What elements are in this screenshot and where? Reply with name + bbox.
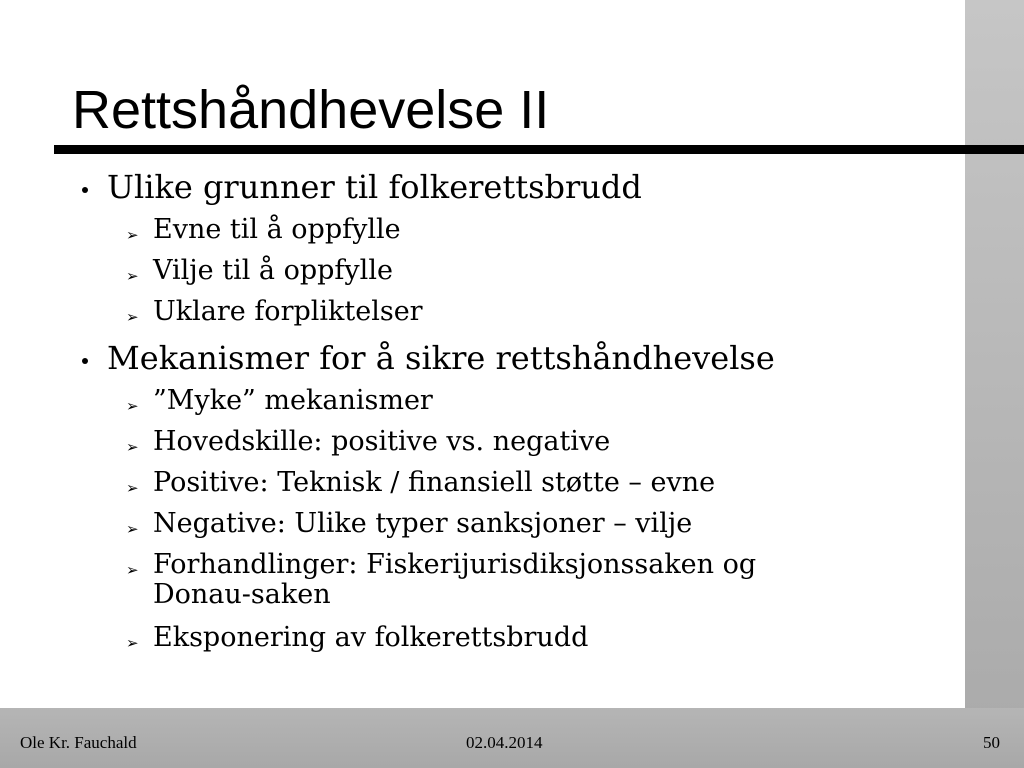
arrow-bullet-icon: ➢ [126, 561, 139, 579]
arrow-bullet-icon: ➢ [126, 520, 139, 538]
sub-bullet-text: Negative: Ulike typer sanksjoner – vilje [153, 508, 693, 539]
footer-date: 02.04.2014 [466, 733, 543, 752]
page-number: 50 [983, 733, 1000, 752]
sub-bullet-text: Positive: Teknisk / finansiell støtte – evne [153, 467, 716, 498]
sub-bullet-text: Uklare forpliktelser [153, 296, 423, 327]
arrow-bullet-icon: ➢ [126, 267, 139, 285]
bullet-text: Ulike grunner til folkerettsbrudd [107, 168, 642, 206]
arrow-bullet-icon: ➢ [126, 438, 139, 456]
arrow-bullet-icon: ➢ [126, 397, 139, 415]
sub-bullet-text: Hovedskille: positive vs. negative [153, 426, 611, 457]
right-gray-band [965, 0, 1024, 768]
bullet-dot-icon [82, 358, 88, 364]
footer-author: Ole Kr. Fauchald [20, 733, 137, 752]
sub-bullet-text: Eksponering av folkerettsbrudd [153, 622, 589, 653]
arrow-bullet-icon: ➢ [126, 308, 139, 326]
slide-title: Rettshåndhevelse II [72, 80, 550, 140]
sub-bullet-text: Forhandlinger: Fiskerijurisdiksjonssaken og Donau-saken [153, 549, 757, 610]
arrow-bullet-icon: ➢ [126, 226, 139, 244]
arrow-bullet-icon: ➢ [126, 479, 139, 497]
bullet-text: Mekanismer for å sikre rettshåndhevelse [107, 339, 775, 377]
sub-bullet-text: Vilje til å oppfylle [153, 255, 393, 286]
sub-bullet-text: ”Myke” mekanismer [153, 385, 433, 416]
arrow-bullet-icon: ➢ [126, 634, 139, 652]
sub-bullet-text: Evne til å oppfylle [153, 214, 401, 245]
bullet-dot-icon [82, 187, 88, 193]
